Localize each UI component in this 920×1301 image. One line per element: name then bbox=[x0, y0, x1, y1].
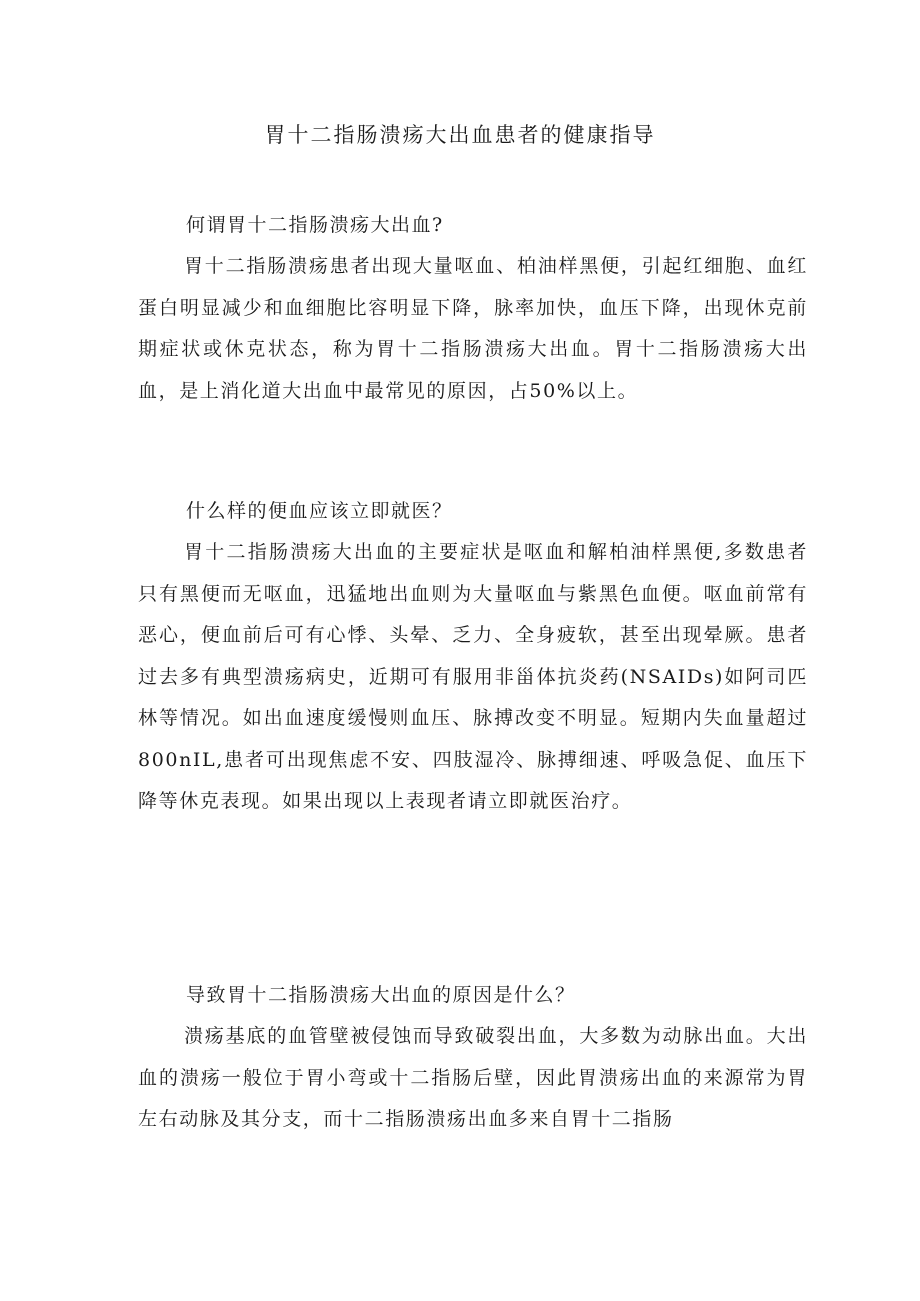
section-heading: 什么样的便血应该立即就医？ bbox=[186, 500, 453, 522]
section-heading: 导致胃十二指肠溃疡大出血的原因是什么？ bbox=[186, 984, 576, 1006]
document-title: 胃十二指肠溃疡大出血患者的健康指导 bbox=[264, 123, 656, 147]
section-when-to-seek-care bbox=[138, 496, 808, 823]
section-causes bbox=[138, 980, 808, 1141]
section-paragraph: 胃十二指肠溃疡大出血的主要症状是呕血和解柏油样黑便,多数患者只有黑便而无呕血，迅猛地出血则为大量呕血与紫黑色血便。呕血前常有恶心，便血前后可有心悸、头晕、乏力、全身疲软，甚至出现晕厥。患者过去多有典型溃疡病史，近期可有服用非甾体抗炎药(NSAIDs)如阿司匹林等情况。如出血速度缓慢则血压、脉搏改变不明显。短期内失血量超过800nIL,患者可出现焦虑不安、四肢湿冷、脉搏细速、呼吸急促、血压下降等休克表现。如果出现以上表现者请立即就医治疗。 bbox=[138, 541, 808, 812]
section-paragraph: 溃疡基底的血管壁被侵蚀而导致破裂出血，大多数为动脉出血。大出血的溃疡一般位于胃小弯或十二指肠后壁，因此胃溃疡出血的来源常为胃左右动脉及其分支，而十二指肠溃疡出血多来自胃十二指肠 bbox=[138, 1025, 808, 1130]
section-definition bbox=[138, 210, 808, 412]
section-paragraph: 胃十二指肠溃疡患者出现大量呕血、柏油样黑便，引起红细胞、血红蛋白明显减少和血细胞比容明显下降，脉率加快，血压下降，出现休克前期症状或休克状态，称为胃十二指肠溃疡大出血。胃十二指肠溃疡大出血，是上消化道大出血中最常见的原因，占50%以上。 bbox=[138, 255, 808, 402]
section-heading: 何谓胃十二指肠溃疡大出血? bbox=[186, 214, 444, 236]
